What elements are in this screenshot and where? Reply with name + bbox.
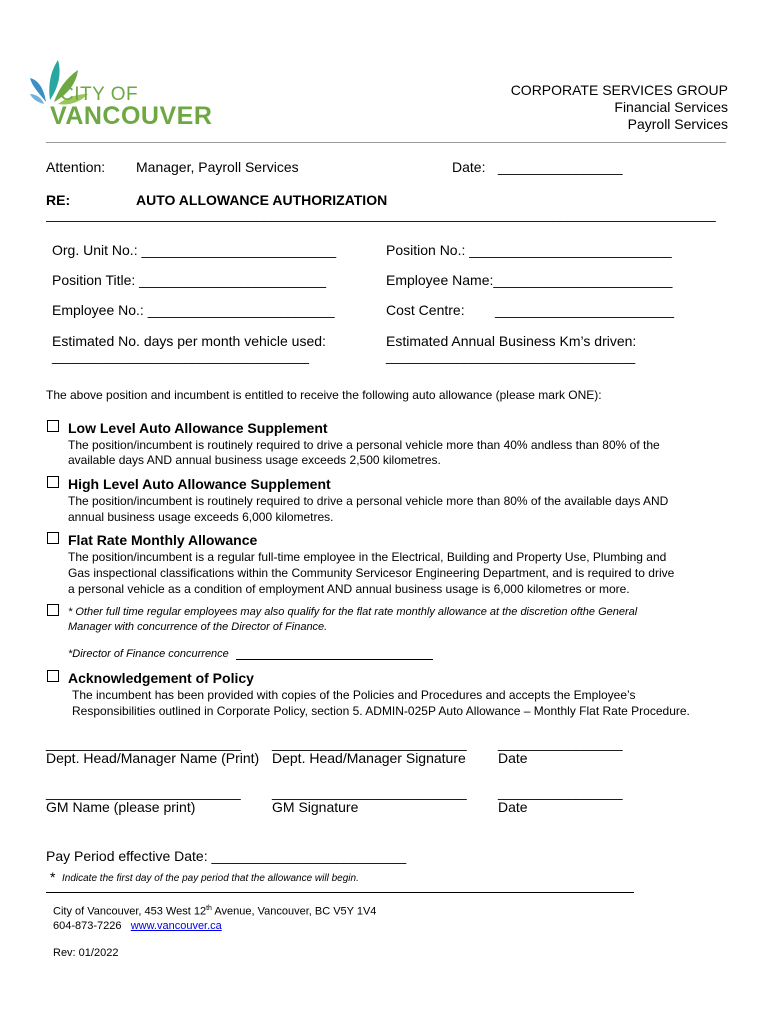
high-level-desc-line2: annual business usage exceeds 6,000 kilometres. <box>68 510 334 524</box>
flat-rate-desc-line1: The position/incumbent is a regular full-time employee in the Electrical, Building and Property Use, Plumbing and <box>68 550 667 564</box>
dept-head-date-label: Date <box>498 750 528 766</box>
other-employees-checkbox[interactable] <box>47 604 59 616</box>
re-label: RE: <box>46 192 71 208</box>
footer-divider <box>46 892 634 893</box>
flat-rate-checkbox[interactable] <box>47 532 59 544</box>
dept-head-name-line[interactable]: _________________________ <box>46 735 241 751</box>
annual-km-label: Estimated Annual Business Km’s driven: <box>386 333 637 349</box>
logo-text-city-of: CITY OF <box>60 84 139 105</box>
header-group: CORPORATE SERVICES GROUP <box>510 82 728 98</box>
city-logo <box>28 58 213 130</box>
pay-period-field[interactable]: Pay Period effective Date: _________________________ <box>46 848 407 864</box>
position-title-field[interactable]: Position Title: ________________________ <box>52 272 327 288</box>
gm-name-line[interactable]: _________________________ <box>46 784 241 800</box>
re-subject: AUTO ALLOWANCE AUTHORIZATION <box>136 192 388 208</box>
footer-address <box>53 905 376 918</box>
acknowledgement-desc-line2: Responsibilities outlined in Corporate Policy, section 5. ADMIN-025P Auto Allowance – Monthly Flat Rate Procedure. <box>72 704 690 718</box>
acknowledgement-desc-line1: The incumbent has been provided with copies of the Policies and Procedures and accepts the Employee’s <box>72 688 636 702</box>
flat-rate-title: Flat Rate Monthly Allowance <box>68 532 258 548</box>
flat-rate-desc-line2: Gas inspectional classifications within the Community Servicesor Engineering Department, and is required to drive <box>68 566 675 580</box>
dept-head-name-label: Dept. Head/Manager Name (Print) <box>46 750 260 766</box>
dept-head-signature-label: Dept. Head/Manager Signature <box>272 750 466 766</box>
cost-centre-label: Cost Centre: <box>386 302 465 318</box>
header-financial-services: Financial Services <box>614 99 728 115</box>
footer-website-link[interactable]: www.vancouver.ca <box>130 920 222 932</box>
attention-value: Manager, Payroll Services <box>136 159 299 175</box>
pay-period-star: * <box>50 869 56 885</box>
finance-concurrence-line[interactable] <box>236 659 433 660</box>
position-no-field[interactable]: Position No.: __________________________ <box>386 242 672 258</box>
attention-label: Attention: <box>46 159 106 175</box>
dept-head-date-line[interactable]: ________________ <box>498 735 623 751</box>
low-level-title: Low Level Auto Allowance Supplement <box>68 420 328 436</box>
days-per-month-label: Estimated No. days per month vehicle used: <box>52 333 326 349</box>
header-divider <box>46 142 726 143</box>
footer-phone: 604-873-7226 <box>53 920 122 932</box>
pay-period-note: Indicate the first day of the pay period that the allowance will begin. <box>62 873 359 884</box>
flat-rate-desc-line3: a personal vehicle as a condition of employment AND annual business usage is 6,000 kilometres or more. <box>68 582 630 596</box>
org-unit-field[interactable]: Org. Unit No.: _________________________ <box>52 242 337 258</box>
logo-text-vancouver: VANCOUVER <box>50 102 213 130</box>
finance-concurrence-label: *Director of Finance concurrence <box>68 648 229 660</box>
gm-name-label: GM Name (please print) <box>46 799 196 815</box>
other-employees-note-line1: * Other full time regular employees may also qualify for the flat rate monthly allowance at the discretion ofthe General <box>68 606 638 618</box>
gm-signature-line[interactable]: _________________________ <box>272 784 467 800</box>
dept-head-signature-line[interactable]: _________________________ <box>272 735 467 751</box>
cost-centre-field[interactable]: _______________________ <box>495 302 675 318</box>
header-payroll-services: Payroll Services <box>627 116 728 132</box>
gm-date-line[interactable]: ________________ <box>498 784 623 800</box>
low-level-desc-line1: The position/incumbent is routinely required to drive a personal vehicle more than 40% andless than 80% of the <box>68 438 660 452</box>
gm-date-label: Date <box>498 799 528 815</box>
intro-text: The above position and incumbent is entitled to receive the following auto allowance (please mark ONE): <box>46 388 602 402</box>
high-level-desc-line1: The position/incumbent is routinely required to drive a personal vehicle more than 80% of the available days AND <box>68 494 669 508</box>
address-superscript: th <box>206 905 212 912</box>
date-label: Date: <box>452 159 486 175</box>
date-field[interactable]: ________________ <box>498 159 623 175</box>
days-per-month-field[interactable]: _________________________________ <box>52 348 309 364</box>
annual-km-field[interactable]: ________________________________ <box>386 348 636 364</box>
low-level-checkbox[interactable] <box>47 420 59 432</box>
acknowledgement-checkbox[interactable] <box>47 670 59 682</box>
gm-signature-label: GM Signature <box>272 799 359 815</box>
re-underline: ______________________________________________________________________________________ <box>46 206 716 222</box>
footer-contact <box>53 920 222 932</box>
employee-name-field[interactable]: Employee Name:_______________________ <box>386 272 673 288</box>
address-prefix: City of Vancouver, 453 West 12 <box>53 905 207 918</box>
high-level-title: High Level Auto Allowance Supplement <box>68 476 331 492</box>
high-level-checkbox[interactable] <box>47 476 59 488</box>
revision-text: Rev: 01/2022 <box>53 947 119 959</box>
acknowledgement-title: Acknowledgement of Policy <box>68 670 254 686</box>
low-level-desc-line2: available days AND annual business usage exceeds 2,500 kilometres. <box>68 453 441 467</box>
other-employees-note-line2: Manager with concurrence of the Director of Finance. <box>68 621 328 633</box>
address-suffix: Avenue, Vancouver, BC V5Y 1V4 <box>211 905 377 918</box>
employee-no-field[interactable]: Employee No.: ________________________ <box>52 302 335 318</box>
